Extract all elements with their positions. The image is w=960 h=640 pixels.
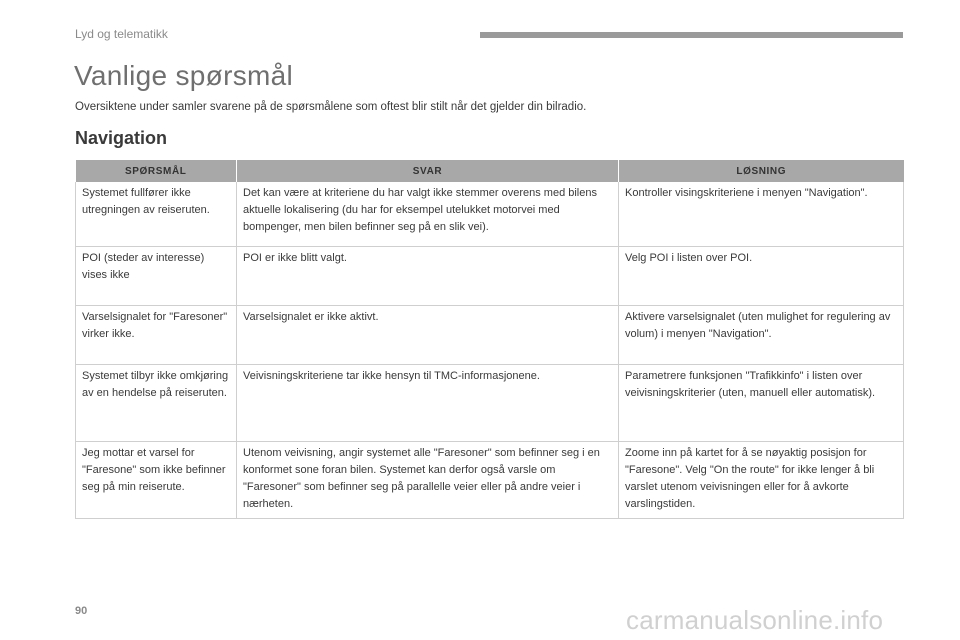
table-row	[76, 247, 904, 306]
answer-cell: POI er ikke blitt valgt.	[237, 247, 619, 306]
column-header-answer: SVAR	[237, 160, 619, 182]
faq-table	[75, 160, 904, 519]
question-cell: POI (steder av interesse) vises ikke	[76, 247, 237, 306]
solution-cell: Parametrere funksjonen "Trafikkinfo" i listen over veivisningskriterier (uten, manuell eller automatisk).	[619, 365, 904, 442]
table-row	[76, 306, 904, 365]
column-header-question: SPØRSMÅL	[76, 160, 237, 182]
section-title: Navigation	[75, 128, 168, 148]
page-title: Vanlige spørsmål	[74, 60, 294, 91]
table-header-row	[76, 160, 904, 182]
question-cell: Varselsignalet for "Faresoner" virker ikke.	[76, 306, 237, 365]
table-row	[76, 442, 904, 519]
page-number: 90	[75, 605, 88, 617]
answer-cell: Veivisningskriteriene tar ikke hensyn til TMC-informasjonene.	[237, 365, 619, 442]
section-header: Lyd og telematikk	[75, 27, 168, 41]
solution-cell: Kontroller visingskriteriene i menyen "Navigation".	[619, 182, 904, 247]
table-row	[76, 182, 904, 247]
answer-cell: Varselsignalet er ikke aktivt.	[237, 306, 619, 365]
watermark: carmanualsonline.info	[626, 605, 884, 635]
question-cell: Systemet tilbyr ikke omkjøring av en hendelse på reiseruten.	[76, 365, 237, 442]
intro-text: Oversiktene under samler svarene på de spørsmålene som oftest blir stilt når det gjelder din bilradio.	[75, 101, 587, 113]
solution-cell: Zoome inn på kartet for å se nøyaktig posisjon for "Faresone". Velg "On the route" for ikke lenger å bli varslet utenom veivisningen eller for å avkorte varslingstiden.	[619, 442, 904, 519]
answer-cell: Det kan være at kriteriene du har valgt ikke stemmer overens med bilens aktuelle lokalisering (du har for eksempel utelukket motorvei med bompenger, men bilen befinner seg på en slik vei).	[237, 182, 619, 247]
table-row	[76, 365, 904, 442]
header-bar	[480, 32, 903, 38]
solution-cell: Velg POI i listen over POI.	[619, 247, 904, 306]
solution-cell: Aktivere varselsignalet (uten mulighet for regulering av volum) i menyen "Navigation".	[619, 306, 904, 365]
question-cell: Systemet fullfører ikke utregningen av reiseruten.	[76, 182, 237, 247]
question-cell: Jeg mottar et varsel for "Faresone" som ikke befinner seg på min reiserute.	[76, 442, 237, 519]
answer-cell: Utenom veivisning, angir systemet alle "Faresoner" som befinner seg i en konformet sone foran bilen. Systemet kan derfor også varsle om "Faresoner" som befinner seg på parallelle veier eller på andre veier i nærheten.	[237, 442, 619, 519]
column-header-solution: LØSNING	[619, 160, 904, 182]
